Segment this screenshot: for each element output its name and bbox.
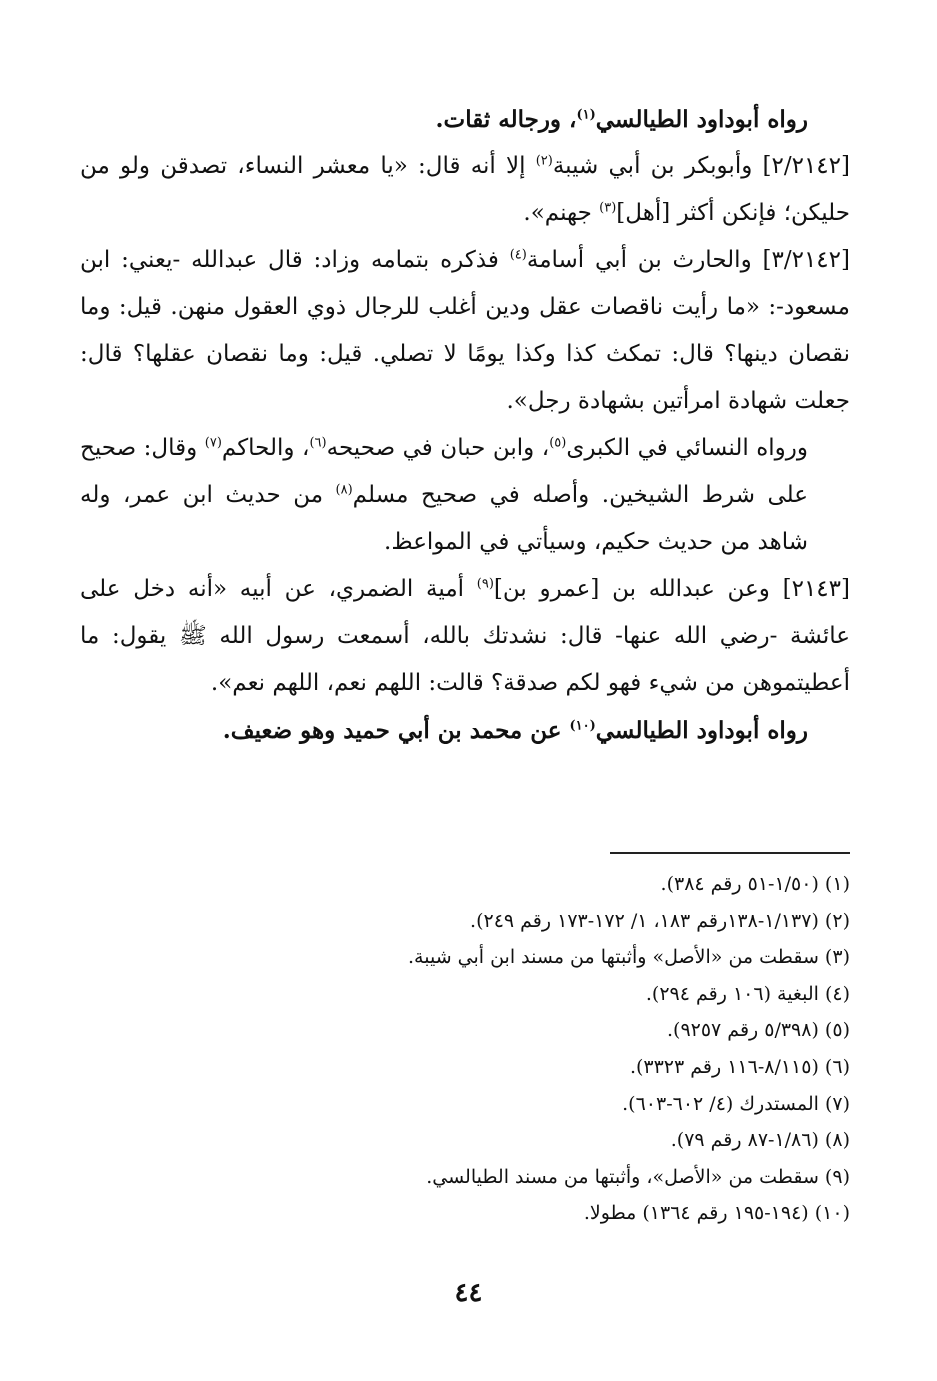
footnote-1: (١) (١/٥٠-٥١ رقم ٣٨٤). [660, 873, 850, 895]
text-run: ، ورجاله ثقات. [435, 106, 577, 133]
footnote-ref: (٣) [599, 200, 617, 216]
page-number: ٤٤ [454, 1278, 483, 1308]
paragraph-4 [80, 425, 850, 566]
text-run: ، وابن حبان في صحيحه [326, 435, 550, 461]
footnote-ref: (٦) [309, 435, 327, 451]
text-run: [٢١٤٣] وعن عبدالله بن [عمرو بن] [493, 576, 850, 602]
paragraph-2 [80, 143, 850, 237]
footnote-ref: (٧) [204, 435, 222, 451]
main-text [80, 96, 850, 754]
text-run: إلا أنه قال: «يا معشر النساء، تصدقن ولو من حليكن؛ فإنكن أكثر [أهل] [80, 153, 850, 226]
footnote-ref: (٥) [549, 435, 567, 451]
footnote-10: (١٠) (١٩٤-١٩٥ رقم ١٣٦٤) مطولا. [583, 1202, 850, 1225]
footnotes [300, 866, 850, 1232]
text-run: عن محمد بن أبي حميد وهو ضعيف. [222, 717, 570, 744]
footnote-ref: (١) [576, 107, 596, 123]
text-run: أمية الضمري، عن أبيه «أنه دخل على عائشة -رضي الله عنها- قال: نشدتك بالله، أسمعت رسول الله ﷺ يقول: ما أعطيتموهن من شيء فهو لكم صدقة؟ قالت: اللهم نعم، اللهم نعم». [80, 576, 850, 696]
text-run: رواه أبوداود الطيالسي [595, 106, 808, 133]
text-run: [٣/٢١٤٢] والحارث بن أبي أسامة [526, 247, 850, 273]
text-run: فذكره بتمامه وزاد: قال عبدالله -يعني: ابن مسعود-: «ما رأيت ناقصات عقل ودين أغلب للرجال ذوي العقول منهن. قيل: وما نقصان دينها؟ قال: تمكث كذا وكذا يومًا لا تصلي. قيل: وما نقصان عقلها؟ قال: جعلت شهادة امرأتين بشهادة رجل». [80, 247, 850, 414]
paragraph-3 [80, 237, 850, 425]
paragraph-1 [80, 96, 850, 143]
text-run: ورواه النسائي في الكبرى [566, 435, 808, 461]
text-run: رواه أبوداود الطيالسي [595, 717, 808, 744]
footnote-ref: (٢) [535, 153, 553, 169]
paragraph-6 [80, 707, 850, 754]
footnote-divider [610, 852, 850, 854]
text-run: وقال: صحيح على شرط الشيخين. وأصله في صحيح مسلم [80, 435, 808, 508]
footnote-ref: (٤) [509, 247, 527, 263]
footnote-7: (٧) المستدرك (٤/ ٦٠٢-٦٠٣). [622, 1092, 850, 1115]
footnote-5: (٥) (٥/٣٩٨ رقم ٩٢٥٧). [666, 1019, 850, 1042]
footnote-9: (٩) سقطت من «الأصل»، وأثبتها من مسند الطيالسي. [426, 1165, 850, 1188]
text-run: جهنم». [523, 200, 600, 226]
text-run: ، والحاكم [221, 435, 310, 461]
text-run: [٢/٢١٤٢] وأبوبكر بن أبي شيبة [552, 153, 850, 179]
footnote-4: (٤) البغية (١٠٦ رقم ٢٩٤). [645, 982, 850, 1005]
footnote-3: (٣) سقطت من «الأصل» وأثبتها من مسند ابن أبي شيبة. [408, 946, 850, 969]
footnote-6: (٦) (٨/١١٥-١١٦ رقم ٣٣٢٣). [629, 1055, 850, 1078]
footnote-ref: (٨) [335, 482, 353, 498]
paragraph-5 [80, 566, 850, 707]
footnote-ref: (٩) [476, 576, 494, 592]
footnote-ref: (١٠) [569, 718, 596, 734]
footnote-2: (٢) (١/١٣٧-١٣٨رقم ١٨٣، ١/ ١٧٢-١٧٣ رقم ٢٤٩). [470, 909, 850, 932]
footnote-8: (٨) (١/٨٦-٨٧ رقم ٧٩). [670, 1129, 850, 1152]
text-run: من حديث ابن عمر، وله شاهد من حديث حكيم، وسيأتي في المواعظ. [80, 482, 808, 555]
